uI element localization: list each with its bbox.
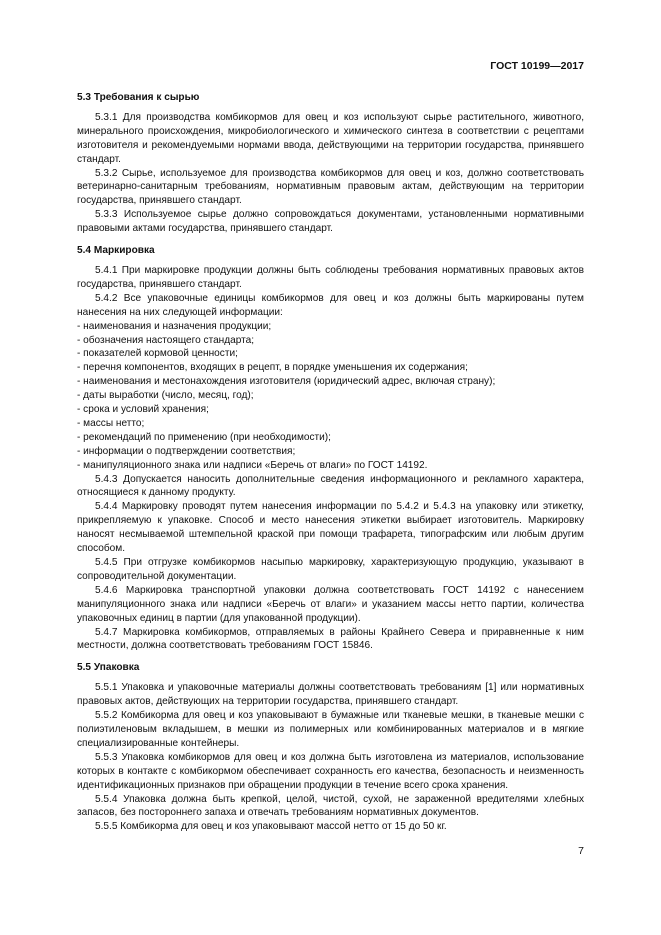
list-item: - массы нетто; (77, 417, 145, 429)
list-item: - даты выработки (число, месяц, год); (77, 390, 254, 402)
paragraph-5-4-3: 5.4.3 Допускается наносить дополнительные сведения информационного и рекламного характера, относящиеся к данному продукту. (77, 473, 584, 499)
paragraph-5-3-1: 5.3.1 Для производства комбикормов для овец и коз используют сырье растительного, животного, минерального происхождения, микробиологического и химического синтеза в соответствии с рецептами изготовителя и рекомендуемыми нормами ввода, действующими на территории государства, принявшего стандарт. (77, 111, 584, 165)
list-item: - срока и условий хранения; (77, 404, 209, 416)
paragraph-5-4-2: 5.4.2 Все упаковочные единицы комбикормов для овец и коз должны быть маркированы путем нанесения на них следующей информации: (77, 292, 584, 318)
paragraph-5-4-7: 5.4.7 Маркировка комбикормов, отправляемых в районы Крайнего Севера и приравненные к ним местности, должна соответствовать требованиям ГОСТ 15846. (77, 626, 584, 652)
paragraph-5-4-4: 5.4.4 Маркировку проводят путем нанесения информации по 5.4.2 и 5.4.3 на упаковку или этикетку, прикрепляемую к упаковке. Способ и место нанесения этикетки выбирает изготовитель. Маркировку наносят несмываемой штемпельной краской при помощи трафарета, типографским или любым другим способом. (77, 501, 584, 555)
marking-info-list (77, 320, 584, 473)
paragraph-5-5-2: 5.5.2 Комбикорма для овец и коз упаковывают в бумажные или тканевые мешки, в тканевые мешки с полиэтиленовым вкладышем, в мешки из полимерных или комбинированных материалов и в мягкие специализированные контейнеры. (77, 710, 584, 749)
paragraph-5-4-1: 5.4.1 При маркировке продукции должны быть соблюдены требования нормативных правовых актов государства, принявшего стандарт. (77, 264, 584, 290)
section-title-5-5: 5.5 Упаковка (77, 662, 140, 674)
paragraph-5-4-6: 5.4.6 Маркировка транспортной упаковки должна соответствовать ГОСТ 14192 с нанесением манипуляционного знака или надписи «Беречь от влаги» и указанием массы нетто партии, количества упаковочных единиц в партии (для упакованной продукции). (77, 584, 584, 624)
paragraph-5-5-5: 5.5.5 Комбикорма для овец и коз упаковывают массой нетто от 15 до 50 кг. (95, 821, 447, 833)
list-item: - перечня компонентов, входящих в рецепт, в порядке уменьшения их содержания; (77, 362, 468, 374)
section-title-5-4: 5.4 Маркировка (77, 245, 155, 257)
list-item: - показателей кормовой ценности; (77, 348, 238, 360)
list-item: - рекомендаций по применению (при необходимости); (77, 431, 331, 443)
list-item: - обозначения настоящего стандарта; (77, 334, 255, 346)
paragraph-5-5-4: 5.5.4 Упаковка должна быть крепкой, целой, чистой, сухой, не зараженной вредителями хлебных запасов, без постороннего запаха и отвечать требованиям нормативных документов. (77, 793, 584, 819)
list-item: - информации о подтверждении соответствия; (77, 445, 296, 457)
list-item: - манипуляционного знака или надписи «Беречь от влаги» по ГОСТ 14192. (77, 459, 428, 471)
list-item: - наименования и назначения продукции; (77, 320, 272, 332)
paragraph-5-5-1: 5.5.1 Упаковка и упаковочные материалы должны соответствовать требованиям [1] или нормативных правовых актов, действующих на территории государства, принявшего стандарт. (77, 682, 584, 708)
page-content (77, 91, 584, 834)
paragraph-5-4-5: 5.4.5 При отгрузке комбикормов насыпью маркировку, характеризующую продукцию, указывают в сопроводительной документации. (77, 557, 584, 582)
paragraph-5-3-3: 5.3.3 Используемое сырье должно сопровождаться документами, установленными нормативными правовыми актами государства, принявшего стандарт. (77, 209, 584, 235)
paragraph-5-5-3: 5.5.3 Упаковка комбикормов для овец и коз должна быть изготовлена из материалов, использование которых в контакте с комбикормом обеспечивает сохранность его качества, безопасность и неизменность идентификационных признаков при обращении продукции в течение всего срока хранения. (77, 751, 584, 791)
section-title-5-3: 5.3 Требования к сырью (77, 92, 200, 103)
page-number: 7 (578, 845, 584, 857)
list-item: - наименования и местонахождения изготовителя (юридический адрес, включая страну); (77, 376, 496, 388)
paragraph-5-3-2: 5.3.2 Сырье, используемое для производства комбикормов для овец и коз, должно соответствовать ветеринарно-санитарным требованиям, нормативным правовым актам, действующим на территории государства, принявшего стандарт. (77, 167, 584, 207)
standard-code-header: ГОСТ 10199—2017 (490, 60, 584, 72)
